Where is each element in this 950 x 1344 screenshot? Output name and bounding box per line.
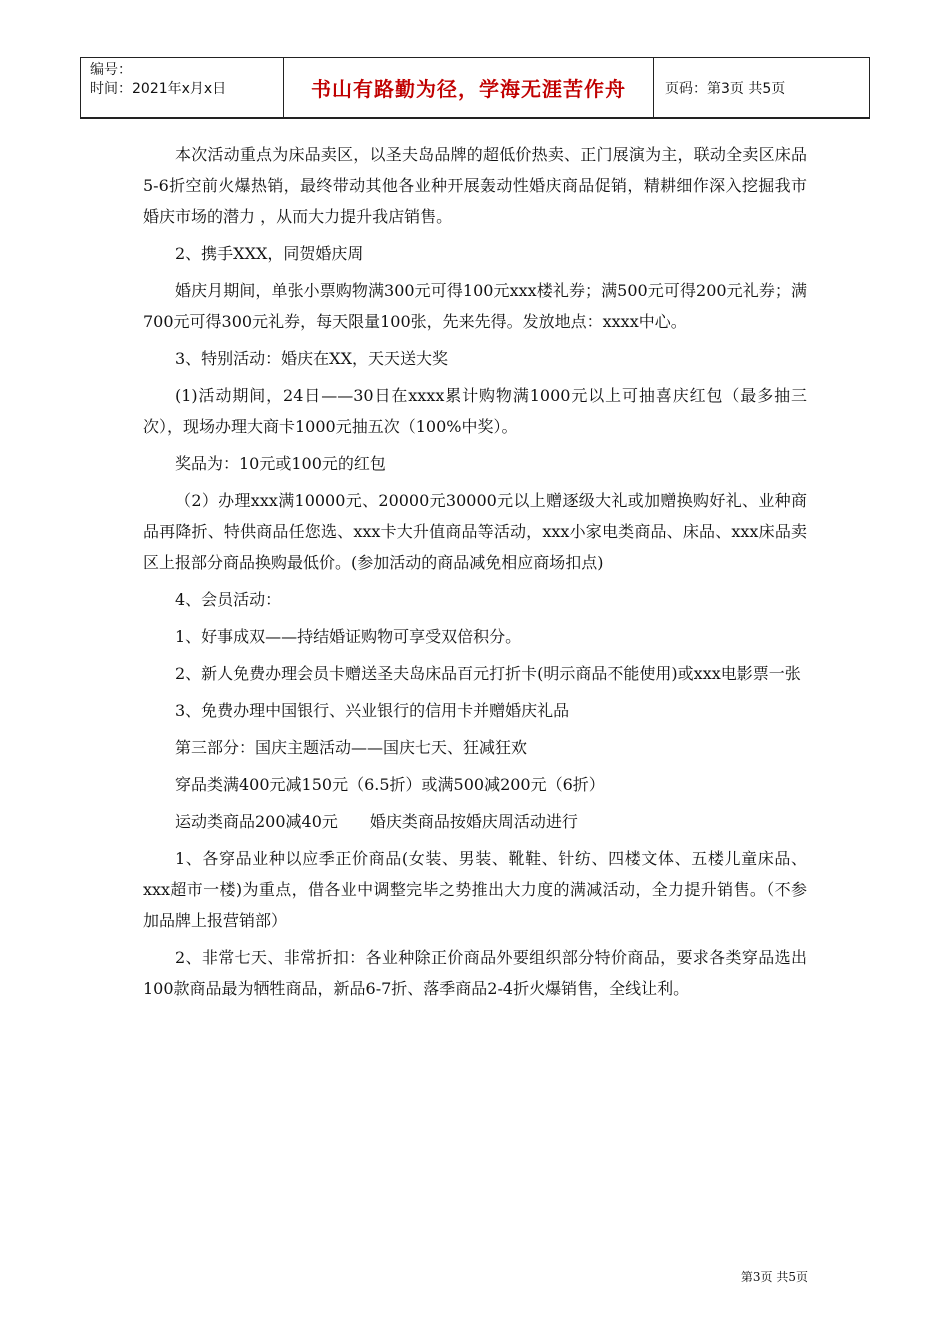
- paragraph: 2、新人免费办理会员卡赠送圣夫岛床品百元打折卡(明示商品不能使用)或xxx电影票一张: [175, 664, 801, 683]
- paragraph: 运动类商品200减40元 婚庆类商品按婚庆周活动进行: [175, 812, 578, 831]
- paragraph: 2、非常七天、非常折扣：各业种除正价商品外要组织部分特价商品，要求各类穿品选出100款商品最为牺牲商品，新品6-7折、落季商品2-4折火爆销售，全线让利。: [143, 948, 807, 998]
- paragraph: 1、各穿品业种以应季正价商品(女装、男装、靴鞋、针纺、四楼文体、五楼儿童床品、xxx超市一楼)为重点，借各业中调整完毕之势推出大力度的满减活动，全力提升销售。（不参加品牌上报营销部）: [143, 849, 807, 930]
- page-header: [80, 57, 870, 119]
- paragraph: 本次活动重点为床品卖区，以圣夫岛品牌的超低价热卖、正门展演为主，联动全卖区床品5-6折空前火爆热销，最终带动其他各业种开展轰动性婚庆商品促销，精耕细作深入挖掘我市婚庆市场的潜力 ，从而大力提升我店销售。: [143, 145, 807, 226]
- paragraph: （2）办理xxx满10000元、20000元30000元以上赠逐级大礼或加赠换购好礼、业种商品再降折、特供商品任您选、xxx卡大升值商品等活动，xxx小家电类商品、床品、xxx床品卖区上报部分商品换购最低价。(参加活动的商品减免相应商场扣点): [143, 491, 807, 572]
- header-meta-cell: [81, 58, 284, 117]
- header-motto: 书山有路勤为径，学海无涯苦作舟: [284, 58, 654, 117]
- paragraph: 4、会员活动：: [175, 590, 282, 609]
- paragraph: (1)活动期间，24日——30日在xxxx累计购物满1000元以上可抽喜庆红包（最多抽三次），现场办理大商卡1000元抽五次（100%中奖）。: [143, 386, 807, 436]
- paragraph: 2、携手XXX，同贺婚庆周: [175, 244, 364, 263]
- paragraph: 穿品类满400元减150元（6.5折）或满500减200元（6折）: [175, 775, 605, 794]
- page-footer: 第3页 共5页: [740, 1270, 808, 1284]
- document-body: [143, 139, 807, 1010]
- paragraph: 1、好事成双——持结婚证购物可享受双倍积分。: [175, 627, 522, 646]
- paragraph: 奖品为：10元或100元的红包: [175, 454, 386, 473]
- paragraph: 3、免费办理中国银行、兴业银行的信用卡并赠婚庆礼品: [175, 701, 570, 720]
- paragraph: 婚庆月期间，单张小票购物满300元可得100元xxx楼礼券；满500元可得200元礼券；满700元可得300元礼券，每天限量100张，先来先得。发放地点：xxxx中心。: [143, 281, 807, 331]
- header-page-code: 页码：第3页 共5页: [665, 80, 786, 97]
- paragraph: 第三部分：国庆主题活动——国庆七天、狂减狂欢: [175, 738, 528, 757]
- document-time-label: 时间：2021年x月x日: [90, 81, 227, 97]
- paragraph: 3、特别活动：婚庆在XX，天天送大奖: [175, 349, 448, 368]
- document-number-label: 编号：: [90, 62, 132, 78]
